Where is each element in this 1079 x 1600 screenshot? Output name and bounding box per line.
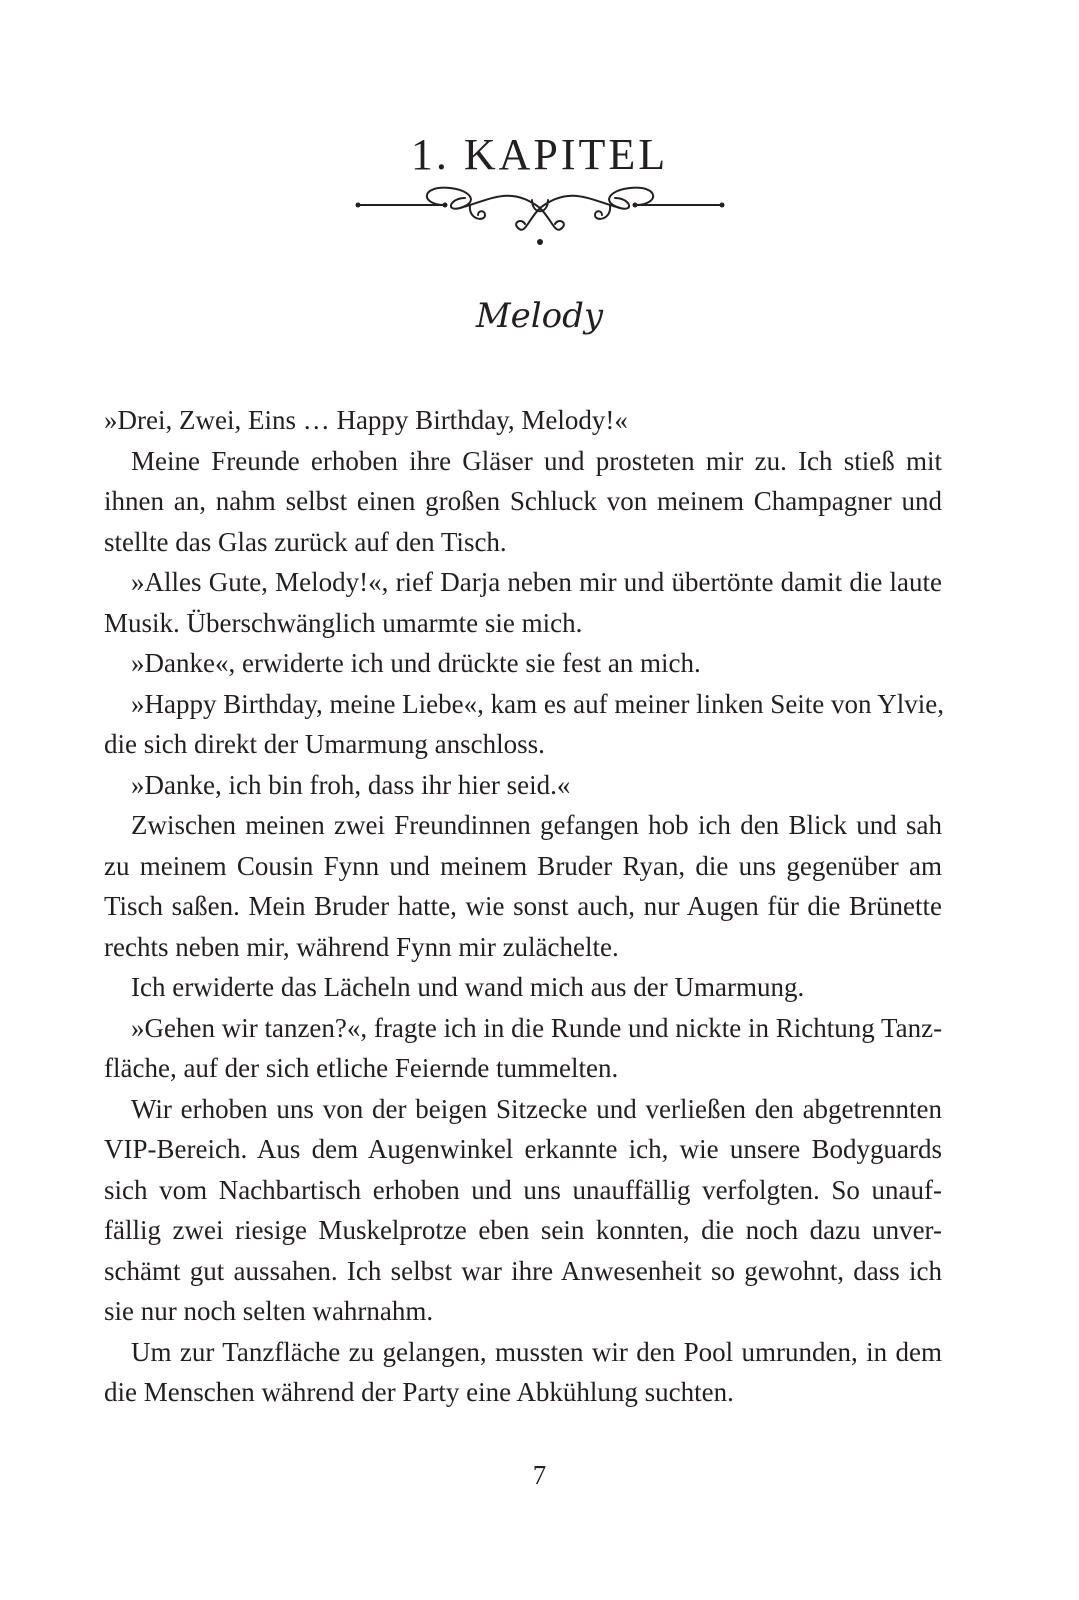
text-line: die Menschen während der Party eine Abkühlung suchten. [104,1377,734,1407]
text-line: »Alles Gute, Melody!«, rief Darja neben mir und übertönte damit die laute [131,567,942,597]
text-line: rechts neben mir, während Fynn mir zulächelte. [104,931,619,962]
text-line: sich vom Nachbartisch erhoben und uns unauffällig verfolgten. So unauf- [104,1174,942,1205]
text-line: »Danke«, erwiderte ich und drückte sie fest an mich. [131,648,701,678]
text-line: schämt gut aussahen. Ich selbst war ihre Anwesenheit so gewohnt, dass ich [104,1255,942,1286]
text-line: Tisch saßen. Mein Bruder hatte, wie sonst auch, nur Augen für die Brünette [104,891,942,921]
text-line: Zwischen meinen zwei Freundinnen gefangen hob ich den Blick und sah [131,810,942,840]
flourish-divider-icon [350,180,730,250]
chapter-title: 1. KAPITEL [410,130,669,180]
text-line: »Gehen wir tanzen?«, fragte ich in die Runde und nickte in Richtung Tanz- [131,1012,943,1043]
page-number: 7 [532,1460,547,1490]
text-line: fällig zwei riesige Muskelprotze eben sein konnten, die noch dazu unver- [104,1215,942,1245]
chapter-body-text [104,400,945,1413]
text-line: die sich direkt der Umarmung anschloss. [104,729,545,759]
text-line: zu meinem Cousin Fynn und meinem Bruder Ryan, die uns gegenüber am [104,850,942,881]
text-line: »Drei, Zwei, Eins … Happy Birthday, Melody!« [104,405,628,435]
text-line: Wir erhoben uns von der beigen Sitzecke und verließen den abgetrennten [131,1093,942,1124]
text-line: Meine Freunde erhoben ihre Gläser und prosteten mir zu. Ich stieß mit [131,445,942,476]
text-line: stellte das Glas zurück auf den Tisch. [104,526,507,557]
text-line: sie nur noch selten wahrnahm. [104,1296,434,1326]
text-line: »Danke, ich bin froh, dass ihr hier seid.« [131,769,571,800]
text-line: Musik. Überschwänglich umarmte sie mich. [104,607,583,638]
text-line: fläche, auf der sich etliche Feiernde tummelten. [104,1053,619,1083]
text-line: ihnen an, nahm selbst einen großen Schluck von meinem Champagner und [104,486,942,516]
text-line: »Happy Birthday, meine Liebe«, kam es auf meiner linken Seite von Ylvie, [131,688,945,719]
text-line: Um zur Tanzfläche zu gelangen, mussten wir den Pool umrunden, in dem [131,1336,942,1367]
text-line: VIP-Bereich. Aus dem Augenwinkel erkannte ich, wie unsere Bodyguards [104,1134,942,1164]
text-line: Ich erwiderte das Lächeln und wand mich aus der Umarmung. [131,972,805,1002]
chapter-pov-name: Melody [475,296,604,336]
